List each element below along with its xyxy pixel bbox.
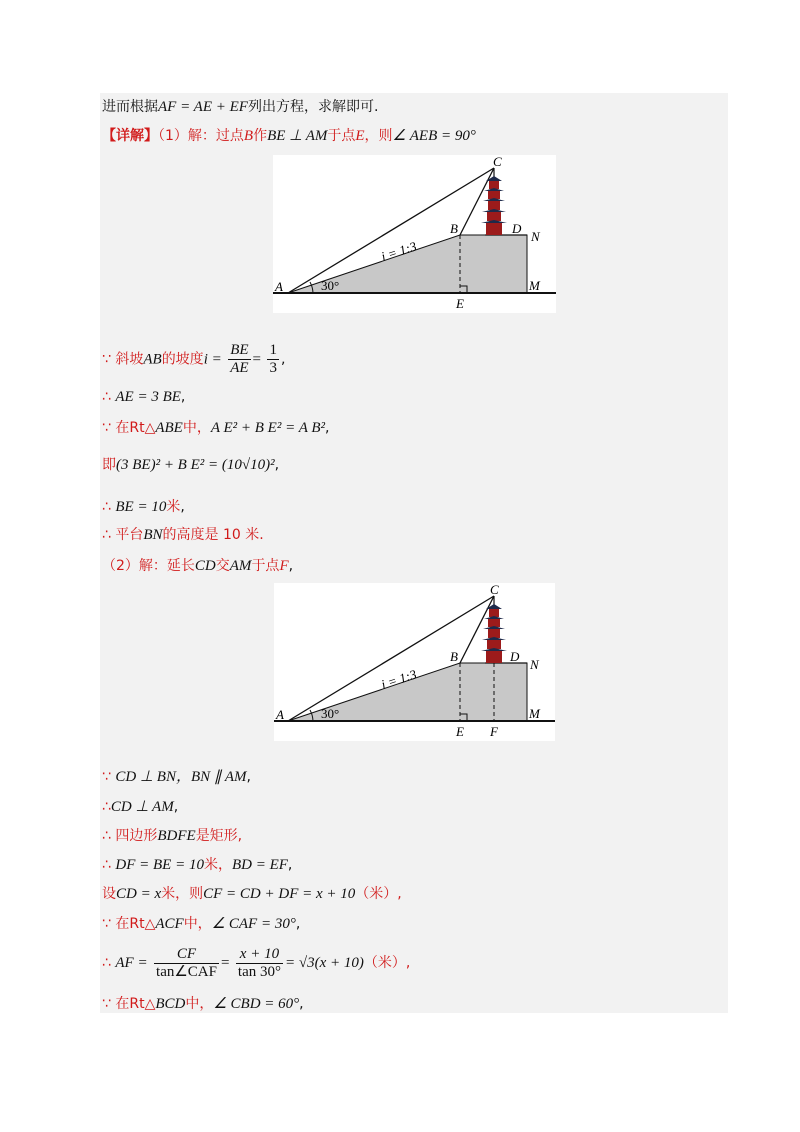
text: （2）解：延长 [102,558,195,574]
geometry-diagram-2 [274,583,555,741]
math: BD = EF [231,857,288,873]
numerator: BE [230,342,249,358]
text: 米，则 [161,886,204,902]
step-11 [102,855,292,875]
denominator: 3 [269,360,277,376]
math: CD [194,558,216,574]
text: , [288,558,294,574]
angle-60: 60° [465,221,484,236]
math: BCD [155,996,186,1012]
text: , [299,996,304,1012]
text: （米）, [355,886,402,902]
text: 的高度是 10 米. [162,527,264,543]
text: ∴ [102,389,111,405]
text: , [287,857,293,873]
math: A E² + B E² = A B² [210,420,325,436]
math: = [220,955,230,971]
step-12 [102,884,402,904]
label-d: D [512,221,522,236]
text: 进而根据 [102,99,158,115]
label-m: M [529,278,540,293]
step-8 [102,767,251,787]
text: ∵ [102,769,111,785]
label-b: B [450,649,458,664]
math: AE = 3 BE [115,389,181,405]
text: ，则 [364,128,393,144]
detail-tag: 【详解】 [102,128,158,144]
label-a: A [275,279,283,294]
label-c: C [490,583,499,597]
text: 设 [102,886,116,902]
text: 即 [102,457,116,473]
text: , [180,499,185,515]
numerator: CF [154,946,219,964]
math: BN [143,527,163,543]
math: ∠ CAF = 30° [211,916,296,932]
step-15 [102,994,304,1014]
label-a: A [276,707,284,722]
text: 的坡度 [161,351,204,368]
text: , [173,799,179,815]
text: 作 [253,128,268,144]
step-2 [102,387,185,407]
math: CD ⊥ BN，BN ∥ AM [115,769,247,785]
fraction [236,946,283,981]
math: DF = BE = 10 [115,857,204,873]
numerator: x + 10 [236,946,283,964]
numerator: 1 [269,342,277,358]
text: , [274,457,280,473]
label-d: D [510,649,520,664]
step-6 [102,525,264,545]
step-10 [102,826,242,846]
text: （1）解：过点 [158,128,244,144]
pagoda-icon [481,168,507,235]
math: AB [143,351,162,368]
math: = [252,351,261,368]
step-13 [102,914,300,934]
math: ∠ CBD = 60° [213,996,300,1012]
equation: BE ⊥ AM [267,128,328,144]
text: , [295,916,301,932]
step-7 [102,556,293,576]
fraction [154,946,219,981]
text: ∴ 四边形 [102,828,158,844]
text: 于点 [251,558,280,574]
math: BE = 10 [115,499,167,515]
step-9 [102,797,178,817]
text: 列出方程，求解即可. [247,99,379,115]
text: ∵ 在Rt△ [102,996,156,1012]
figure-2 [274,583,555,741]
text: ∵ 在Rt△ [102,916,156,932]
math: CF = CD + DF = x + 10 [203,886,356,902]
angle-60: 60° [465,649,484,664]
fraction [267,342,279,377]
text: （米）, [363,955,411,971]
point-label: B [243,128,254,144]
denominator: tan∠CAF [156,963,217,980]
figure-1 [273,155,556,313]
label-e: E [456,296,464,311]
text: ∴ [102,499,111,515]
text: 中， [182,420,211,436]
label-m: M [529,706,540,721]
math: ABE [155,420,183,436]
text: 米 [166,499,181,515]
point-label: F [279,558,289,574]
text: 中， [185,996,214,1012]
text: ∴ [102,857,111,873]
pagoda-icon [481,596,507,663]
label-f: F [490,724,498,739]
step-5 [102,497,185,517]
math: AF = [115,955,148,971]
angle-30: 30° [321,278,340,293]
math: CD ⊥ AM [110,799,174,815]
label-n: N [530,657,539,672]
step-14 [102,945,410,981]
math: = √3(x + 10) [284,955,364,971]
fraction [228,342,250,377]
text: 交 [215,558,230,574]
detail-line [102,126,476,146]
text: ∵ 在Rt△ [102,420,156,436]
text: ∴ [102,955,111,971]
math: CD = x [116,886,162,902]
text: 于点 [327,128,356,144]
math: ACF [155,916,184,932]
text: , [325,420,330,436]
text: 是矩形, [195,828,243,844]
denominator: AE [230,360,249,376]
label-n: N [531,229,540,244]
math: i = [203,351,222,368]
step-1 [102,342,285,377]
text: 中， [183,916,212,932]
text: , [280,351,286,368]
label-c: C [493,155,502,169]
step-3 [102,418,329,438]
step-4 [102,455,279,475]
text: , [246,769,251,785]
math: BDFE [157,828,196,844]
math: (3 BE)² + B E² = (10√10)² [116,457,275,473]
label-e: E [456,724,464,739]
slope-label: i = 1:3 [379,666,419,692]
text: 米， [203,857,232,873]
denominator: tan 30° [237,963,281,980]
slope-label: i = 1:3 [379,238,419,264]
label-b: B [450,221,458,236]
angle-30: 30° [321,706,340,721]
geometry-diagram-1 [273,155,556,313]
text: , [180,389,186,405]
text: ∴ 平台 [102,527,144,543]
text: ∴ [102,799,111,815]
equation: ∠ AEB = 90° [392,128,476,144]
text: ∵ 斜坡 [102,351,144,368]
math: AM [229,558,252,574]
equation: AF = AE + EF [158,99,248,115]
intro-line [102,97,378,117]
point-label: E [355,128,365,144]
